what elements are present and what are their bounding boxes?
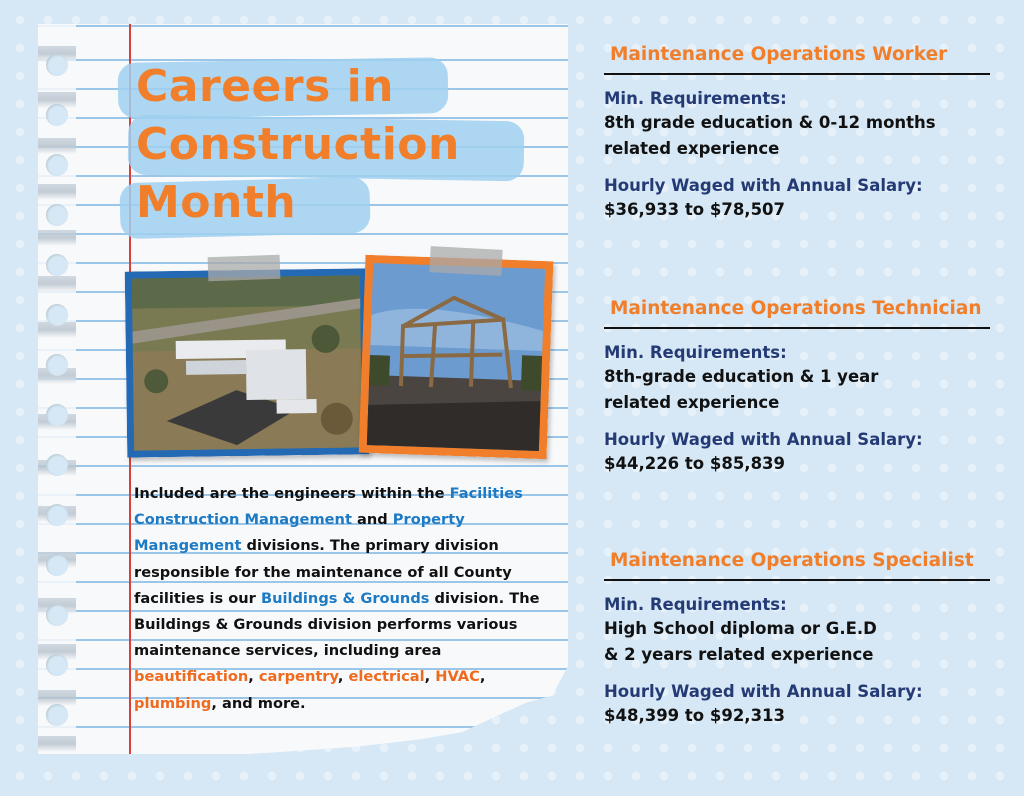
tape-strip xyxy=(208,255,281,281)
paragraph-text: , and more. xyxy=(211,694,306,712)
job-specialist xyxy=(604,550,996,729)
comma: , xyxy=(248,668,259,686)
tape-strip xyxy=(429,246,502,276)
service-beautification: beautification xyxy=(134,668,249,686)
requirements-line: related experience xyxy=(604,393,780,412)
job-worker xyxy=(604,44,996,223)
requirements-value xyxy=(604,616,996,668)
divider xyxy=(604,579,990,581)
title-line: Month xyxy=(136,177,297,228)
binder-hole xyxy=(46,204,68,226)
salary-value: $48,399 to $92,313 xyxy=(604,706,786,725)
requirements-line: 8th-grade education & 1 year xyxy=(604,367,879,386)
binder-hole xyxy=(46,54,68,76)
paragraph-text: divisions. The primary division responsible for the maintenance of all County facilities is our xyxy=(134,537,512,607)
timber-frame-photo xyxy=(359,255,554,459)
service-plumbing: plumbing xyxy=(134,694,212,712)
divider xyxy=(604,327,990,329)
requirements-line: related experience xyxy=(604,139,780,158)
salary-value: $44,226 to $85,839 xyxy=(604,454,786,473)
description-paragraph xyxy=(134,481,560,717)
comma: , xyxy=(479,668,486,686)
binder-hole xyxy=(46,704,68,726)
paragraph-text: and xyxy=(351,511,393,529)
requirements-line: & 2 years related experience xyxy=(604,645,874,664)
page-title xyxy=(136,58,556,232)
salary-label: Hourly Waged with Annual Salary: xyxy=(604,430,923,449)
salary-label: Hourly Waged with Annual Salary: xyxy=(604,176,923,195)
service-carpentry: carpentry xyxy=(258,668,338,686)
paragraph-text: division. The Buildings & Grounds division performs various maintenance services, including area xyxy=(134,589,540,660)
binder-hole xyxy=(46,354,68,376)
requirements-value xyxy=(604,110,996,162)
binder-hole xyxy=(46,304,68,326)
binder-hole xyxy=(46,154,68,176)
requirements-label: Min. Requirements: xyxy=(604,89,787,108)
paragraph-text: Included are the engineers within the xyxy=(134,485,450,502)
requirements-value xyxy=(604,364,996,416)
requirements-line: 8th grade education & 0-12 months xyxy=(604,113,936,132)
binder-hole xyxy=(46,604,68,626)
salary-label: Hourly Waged with Annual Salary: xyxy=(604,682,923,701)
title-line: Careers in xyxy=(136,61,394,112)
facilities-construction-management-link[interactable]: Facilities Construction Management xyxy=(134,485,523,529)
job-title: Maintenance Operations Worker xyxy=(610,44,948,65)
aerial-facility-photo xyxy=(125,268,370,457)
buildings-grounds-link[interactable]: Buildings & Grounds xyxy=(260,589,430,607)
service-electrical: electrical xyxy=(348,668,425,686)
binder-hole xyxy=(46,404,68,426)
requirements-line: High School diploma or G.E.D xyxy=(604,619,877,638)
job-technician xyxy=(604,298,996,477)
requirements-label: Min. Requirements: xyxy=(604,343,787,362)
salary-value: $36,933 to $78,507 xyxy=(604,200,786,219)
job-title: Maintenance Operations Technician xyxy=(610,298,982,319)
service-hvac: HVAC xyxy=(435,668,480,686)
binder-hole xyxy=(46,504,68,526)
job-title: Maintenance Operations Specialist xyxy=(610,550,974,571)
binder-hole xyxy=(46,454,68,476)
property-management-link[interactable]: Property Management xyxy=(134,511,465,555)
comma: , xyxy=(337,668,349,686)
divider xyxy=(604,73,990,75)
comma: , xyxy=(424,668,436,686)
title-line: Construction xyxy=(136,119,460,170)
binder-hole xyxy=(46,104,68,126)
binder-hole xyxy=(46,554,68,576)
requirements-label: Min. Requirements: xyxy=(604,595,787,614)
binder-hole xyxy=(46,254,68,276)
binder-hole xyxy=(46,654,68,676)
torn-edge xyxy=(38,24,76,754)
